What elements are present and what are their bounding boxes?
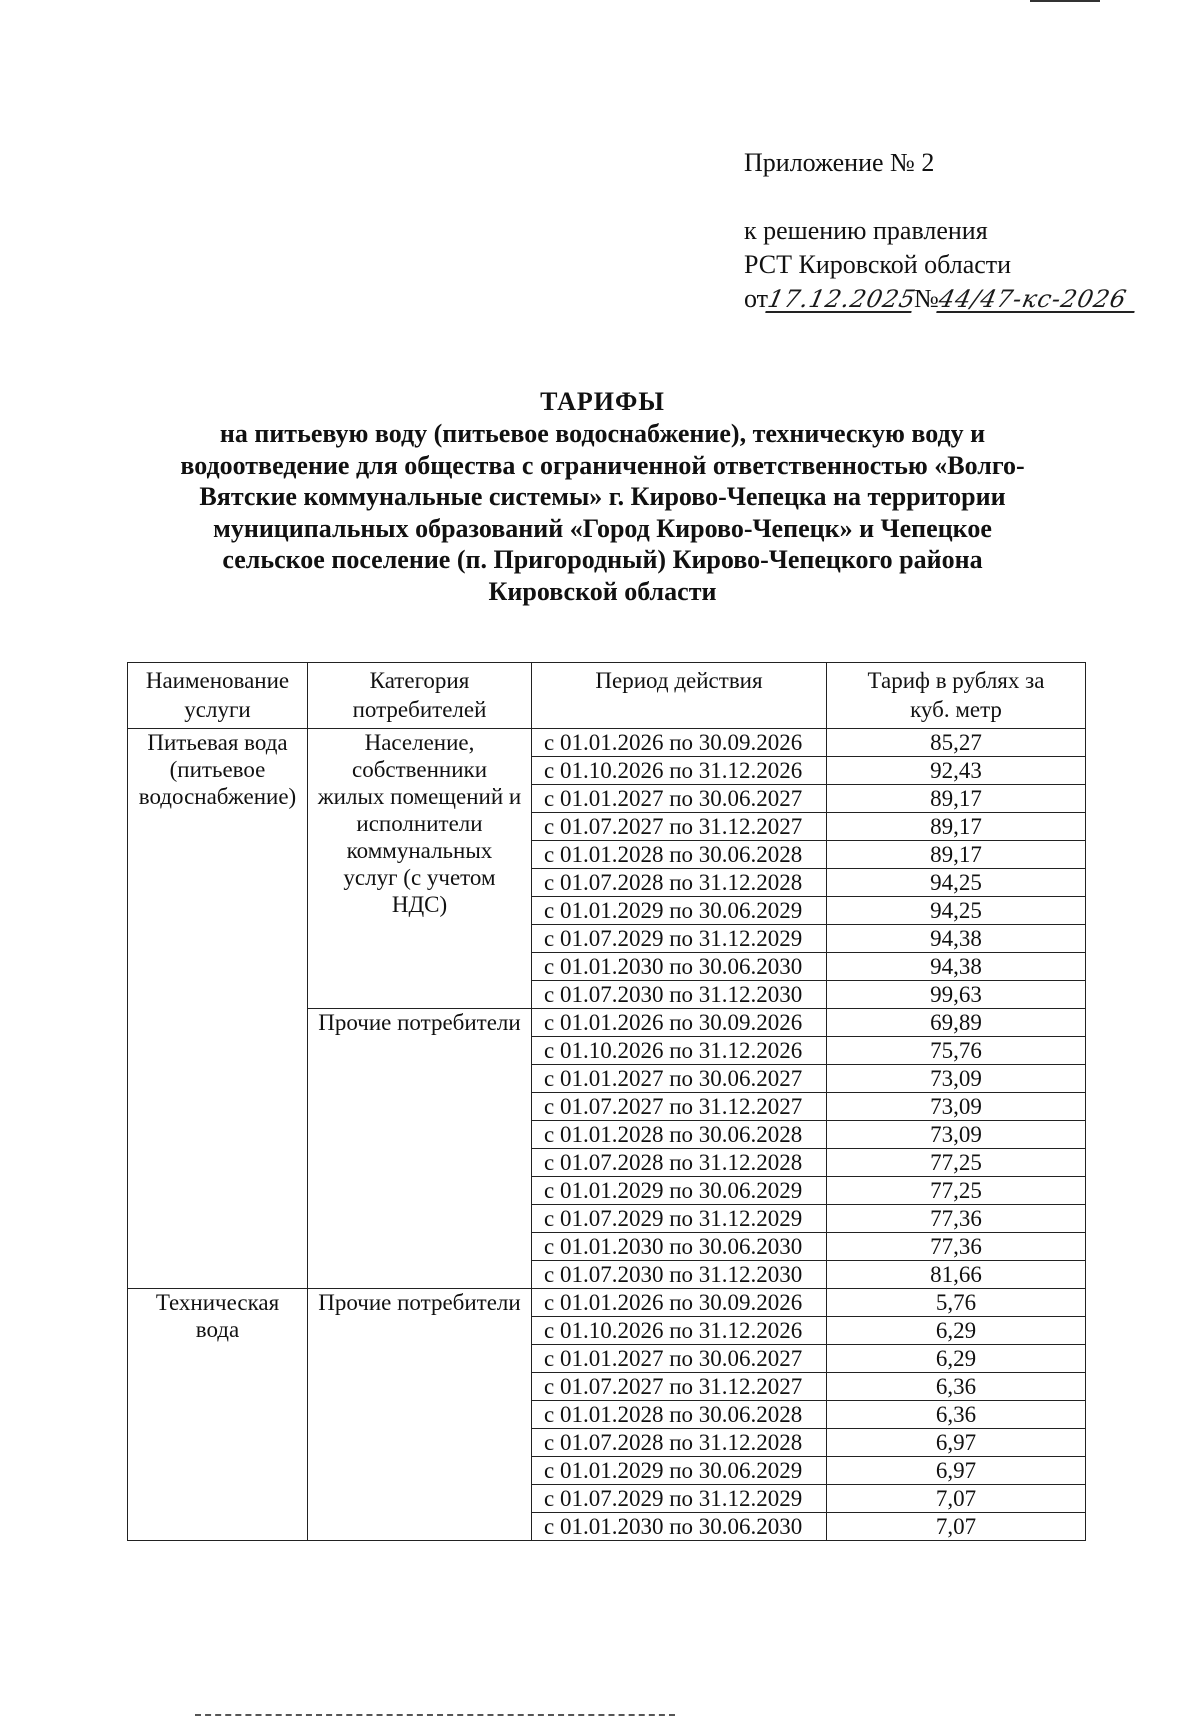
- period-cell: с 01.07.2028 по 31.12.2028: [532, 1149, 827, 1177]
- tariff-cell: 77,25: [827, 1149, 1086, 1177]
- tariff-cell: 77,36: [827, 1205, 1086, 1233]
- period-cell: с 01.01.2027 по 30.06.2027: [532, 785, 827, 813]
- tariff-cell: 81,66: [827, 1261, 1086, 1289]
- header-service: [128, 663, 308, 729]
- header-text: Категория: [369, 668, 470, 693]
- tariff-cell: 5,76: [827, 1289, 1086, 1317]
- category-name-line: Население,: [364, 730, 475, 755]
- period-cell: с 01.10.2026 по 31.12.2026: [532, 757, 827, 785]
- category-name-line: коммунальных: [346, 838, 493, 863]
- service-name-cell: [128, 1289, 308, 1541]
- period-cell: с 01.07.2030 по 31.12.2030: [532, 981, 827, 1009]
- table-header-row: [128, 663, 1086, 729]
- period-cell: с 01.07.2029 по 31.12.2029: [532, 925, 827, 953]
- subtitle-line: сельское поселение (п. Пригородный) Кирово-Чепецкого района: [222, 545, 983, 574]
- period-cell: с 01.01.2030 по 30.06.2030: [532, 953, 827, 981]
- period-cell: с 01.01.2030 по 30.06.2030: [532, 1233, 827, 1261]
- category-name-line: НДС): [391, 892, 448, 917]
- tariff-cell: 7,07: [827, 1513, 1086, 1541]
- period-cell: с 01.01.2027 по 30.06.2027: [532, 1345, 827, 1373]
- tariff-cell: 6,29: [827, 1345, 1086, 1373]
- category-name-line: собственники: [351, 757, 487, 782]
- service-name-line: Питьевая вода: [147, 730, 288, 755]
- tariff-cell: 99,63: [827, 981, 1086, 1009]
- header-category: [308, 663, 532, 729]
- service-name-line: Техническая: [155, 1290, 280, 1315]
- scan-edge-mark: [1030, 0, 1100, 2]
- service-name-line: (питьевое: [169, 757, 266, 782]
- period-cell: с 01.01.2028 по 30.06.2028: [532, 841, 827, 869]
- date-prefix: от: [744, 284, 769, 313]
- category-name-line: Прочие потребители: [318, 1290, 521, 1315]
- tariff-cell: 6,97: [827, 1429, 1086, 1457]
- tariff-cell: 73,09: [827, 1121, 1086, 1149]
- tariff-cell: 85,27: [827, 729, 1086, 757]
- header-text: потребителей: [352, 697, 487, 722]
- tariff-cell: 73,09: [827, 1065, 1086, 1093]
- period-cell: с 01.01.2026 по 30.09.2026: [532, 729, 827, 757]
- period-cell: с 01.01.2029 по 30.06.2029: [532, 897, 827, 925]
- period-cell: с 01.07.2028 по 31.12.2028: [532, 869, 827, 897]
- tariff-cell: 94,38: [827, 925, 1086, 953]
- header-text: Период действия: [595, 668, 763, 693]
- appendix-block: [744, 146, 1137, 316]
- handwritten-number: 44/47-кс-2026: [936, 287, 1140, 313]
- appendix-number: Приложение № 2: [744, 148, 935, 177]
- subtitle-line: Кировской области: [488, 576, 717, 606]
- tariff-cell: 6,29: [827, 1317, 1086, 1345]
- header-text: куб. метр: [910, 697, 1002, 722]
- category-name-cell: [308, 1289, 532, 1541]
- period-cell: с 01.01.2028 по 30.06.2028: [532, 1401, 827, 1429]
- period-cell: с 01.01.2029 по 30.06.2029: [532, 1177, 827, 1205]
- period-cell: с 01.10.2026 по 31.12.2026: [532, 1037, 827, 1065]
- tariff-cell: 77,25: [827, 1177, 1086, 1205]
- header-text: Тариф в рублях за: [867, 668, 1045, 693]
- subtitle-line: водоотведение для общества с ограниченной ответственностью «Волго-: [180, 450, 1025, 480]
- appendix-line-1: к решению правления: [744, 216, 988, 245]
- handwritten-date: 17.12.2025: [765, 285, 919, 313]
- title-subtitle: [130, 418, 1075, 607]
- category-name-cell: [308, 1009, 532, 1289]
- document-title: [130, 386, 1075, 607]
- header-period: [532, 663, 827, 729]
- category-name-line: Прочие потребители: [318, 1010, 521, 1035]
- tariff-cell: 89,17: [827, 813, 1086, 841]
- tariff-cell: 75,76: [827, 1037, 1086, 1065]
- tariff-cell: 7,07: [827, 1485, 1086, 1513]
- period-cell: с 01.07.2027 по 31.12.2027: [532, 813, 827, 841]
- title-heading: ТАРИФЫ: [540, 387, 665, 416]
- appendix-line-2: РСТ Кировской области: [744, 250, 1012, 279]
- period-cell: с 01.01.2030 по 30.06.2030: [532, 1513, 827, 1541]
- period-cell: с 01.01.2029 по 30.06.2029: [532, 1457, 827, 1485]
- tariff-cell: 89,17: [827, 785, 1086, 813]
- period-cell: с 01.07.2027 по 31.12.2027: [532, 1093, 827, 1121]
- header-tariff: [827, 663, 1086, 729]
- period-cell: с 01.01.2027 по 30.06.2027: [532, 1065, 827, 1093]
- period-cell: с 01.07.2028 по 31.12.2028: [532, 1429, 827, 1457]
- period-cell: с 01.01.2026 по 30.09.2026: [532, 1289, 827, 1317]
- tariff-table-body: [128, 729, 1086, 1541]
- tariff-cell: 6,36: [827, 1373, 1086, 1401]
- table-row: [128, 729, 1086, 757]
- subtitle-line: муниципальных образований «Город Кирово-Чепецк» и Чепецкое: [213, 513, 992, 543]
- table-row: [128, 1289, 1086, 1317]
- tariff-cell: 77,36: [827, 1233, 1086, 1261]
- period-cell: с 01.07.2029 по 31.12.2029: [532, 1205, 827, 1233]
- header-text: услуги: [184, 697, 251, 722]
- period-cell: с 01.10.2026 по 31.12.2026: [532, 1317, 827, 1345]
- tariff-cell: 92,43: [827, 757, 1086, 785]
- tariff-cell: 94,25: [827, 869, 1086, 897]
- period-cell: с 01.01.2028 по 30.06.2028: [532, 1121, 827, 1149]
- service-name-cell: [128, 729, 308, 1289]
- category-name-line: жилых помещений и: [317, 784, 522, 809]
- tariff-cell: 94,38: [827, 953, 1086, 981]
- service-name-line: вода: [195, 1317, 240, 1342]
- category-name-line: исполнители: [356, 811, 483, 836]
- scan-bottom-mark: [195, 1714, 675, 1719]
- tariff-cell: 6,36: [827, 1401, 1086, 1429]
- header-text: Наименование: [145, 668, 290, 693]
- period-cell: с 01.01.2026 по 30.09.2026: [532, 1009, 827, 1037]
- decision-reference: [744, 282, 1137, 316]
- tariff-cell: 94,25: [827, 897, 1086, 925]
- tariff-table: [127, 662, 1086, 1541]
- period-cell: с 01.07.2030 по 31.12.2030: [532, 1261, 827, 1289]
- period-cell: с 01.07.2027 по 31.12.2027: [532, 1373, 827, 1401]
- category-name-line: услуг (с учетом: [343, 865, 496, 890]
- subtitle-line: на питьевую воду (питьевое водоснабжение), техническую воду и: [219, 419, 986, 448]
- number-prefix: №: [914, 284, 939, 313]
- category-name-cell: [308, 729, 532, 1009]
- tariff-cell: 6,97: [827, 1457, 1086, 1485]
- subtitle-line: Вятские коммунальные системы» г. Кирово-Чепецка на территории: [199, 482, 1006, 511]
- tariff-cell: 89,17: [827, 841, 1086, 869]
- tariff-cell: 73,09: [827, 1093, 1086, 1121]
- period-cell: с 01.07.2029 по 31.12.2029: [532, 1485, 827, 1513]
- tariff-cell: 69,89: [827, 1009, 1086, 1037]
- service-name-line: водоснабжение): [138, 784, 297, 809]
